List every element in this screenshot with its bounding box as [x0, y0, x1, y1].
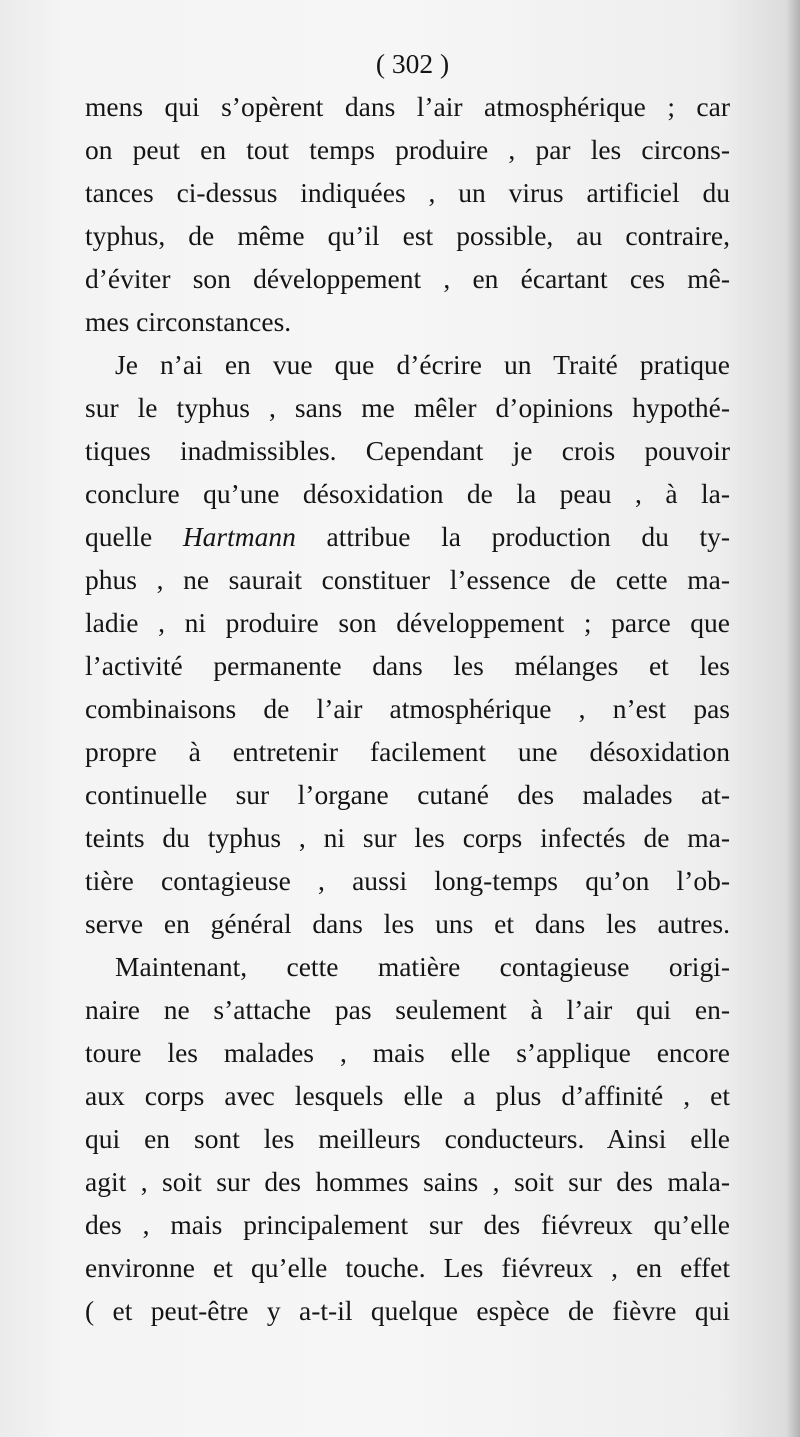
text-line: sur le typhus , sans me mêler d’opinions hypothé-	[85, 392, 730, 423]
text-line: agit , soit sur des hommes sains , soit sur des mala-	[85, 1166, 730, 1197]
text-line: d’éviter son développement , en écartant ces mê-	[85, 263, 730, 294]
text-line: mens qui s’opèrent dans l’air atmosphérique ; car	[85, 91, 730, 122]
text-fragment: attribue la production du ty-	[295, 521, 730, 552]
text-line: propre à entretenir facilement une désoxidation	[85, 736, 730, 767]
page-number: ( 302 )	[375, 48, 450, 79]
text-line: serve en général dans les uns et dans les autres.	[85, 908, 730, 939]
page-text	[85, 42, 730, 1332]
text-line: tances ci-dessus indiquées , un virus artificiel du	[85, 177, 730, 208]
text-line: continuelle sur l’organe cutané des malades at-	[85, 779, 730, 810]
text-line: aux corps avec lesquels elle a plus d’affinité , et	[85, 1080, 730, 1111]
text-line: typhus, de même qu’il est possible, au contraire,	[85, 220, 730, 251]
text-line: on peut en tout temps produire , par les circons-	[85, 134, 730, 165]
text-line: des , mais principalement sur des fiévreux qu’elle	[85, 1209, 730, 1240]
text-line: teints du typhus , ni sur les corps infectés de ma-	[85, 822, 730, 853]
text-line: tiques inadmissibles. Cependant je crois pouvoir	[85, 435, 730, 466]
text-fragment: quelle	[85, 521, 183, 552]
text-line: mes circonstances.	[85, 306, 292, 337]
text-line: qui en sont les meilleurs conducteurs. Ainsi elle	[85, 1123, 730, 1154]
paragraph-first-line: Je n’ai en vue que d’écrire un Traité pratique	[115, 349, 730, 380]
text-line: ( et peut-être y a-t-il quelque espèce de fièvre qui	[85, 1295, 730, 1326]
text-line: naire ne s’attache pas seulement à l’air qui en-	[85, 994, 730, 1025]
text-line: phus , ne saurait constituer l’essence de cette ma-	[85, 564, 730, 595]
paragraph-first-line: Maintenant, cette matière contagieuse origi-	[115, 951, 730, 982]
text-line: ladie , ni produire son développement ; parce que	[85, 607, 730, 638]
text-line	[85, 515, 730, 558]
text-line: conclure qu’une désoxidation de la peau , à la-	[85, 478, 730, 509]
text-line: tière contagieuse , aussi long-temps qu’on l’ob-	[85, 865, 730, 896]
text-line: l’activité permanente dans les mélanges et les	[85, 650, 730, 681]
text-line: combinaisons de l’air atmosphérique , n’est pas	[85, 693, 730, 724]
author-name-italic: Hartmann	[182, 521, 296, 552]
text-line: environne et qu’elle touche. Les fiévreux , en effet	[85, 1252, 730, 1283]
text-line: toure les malades , mais elle s’applique encore	[85, 1037, 730, 1068]
